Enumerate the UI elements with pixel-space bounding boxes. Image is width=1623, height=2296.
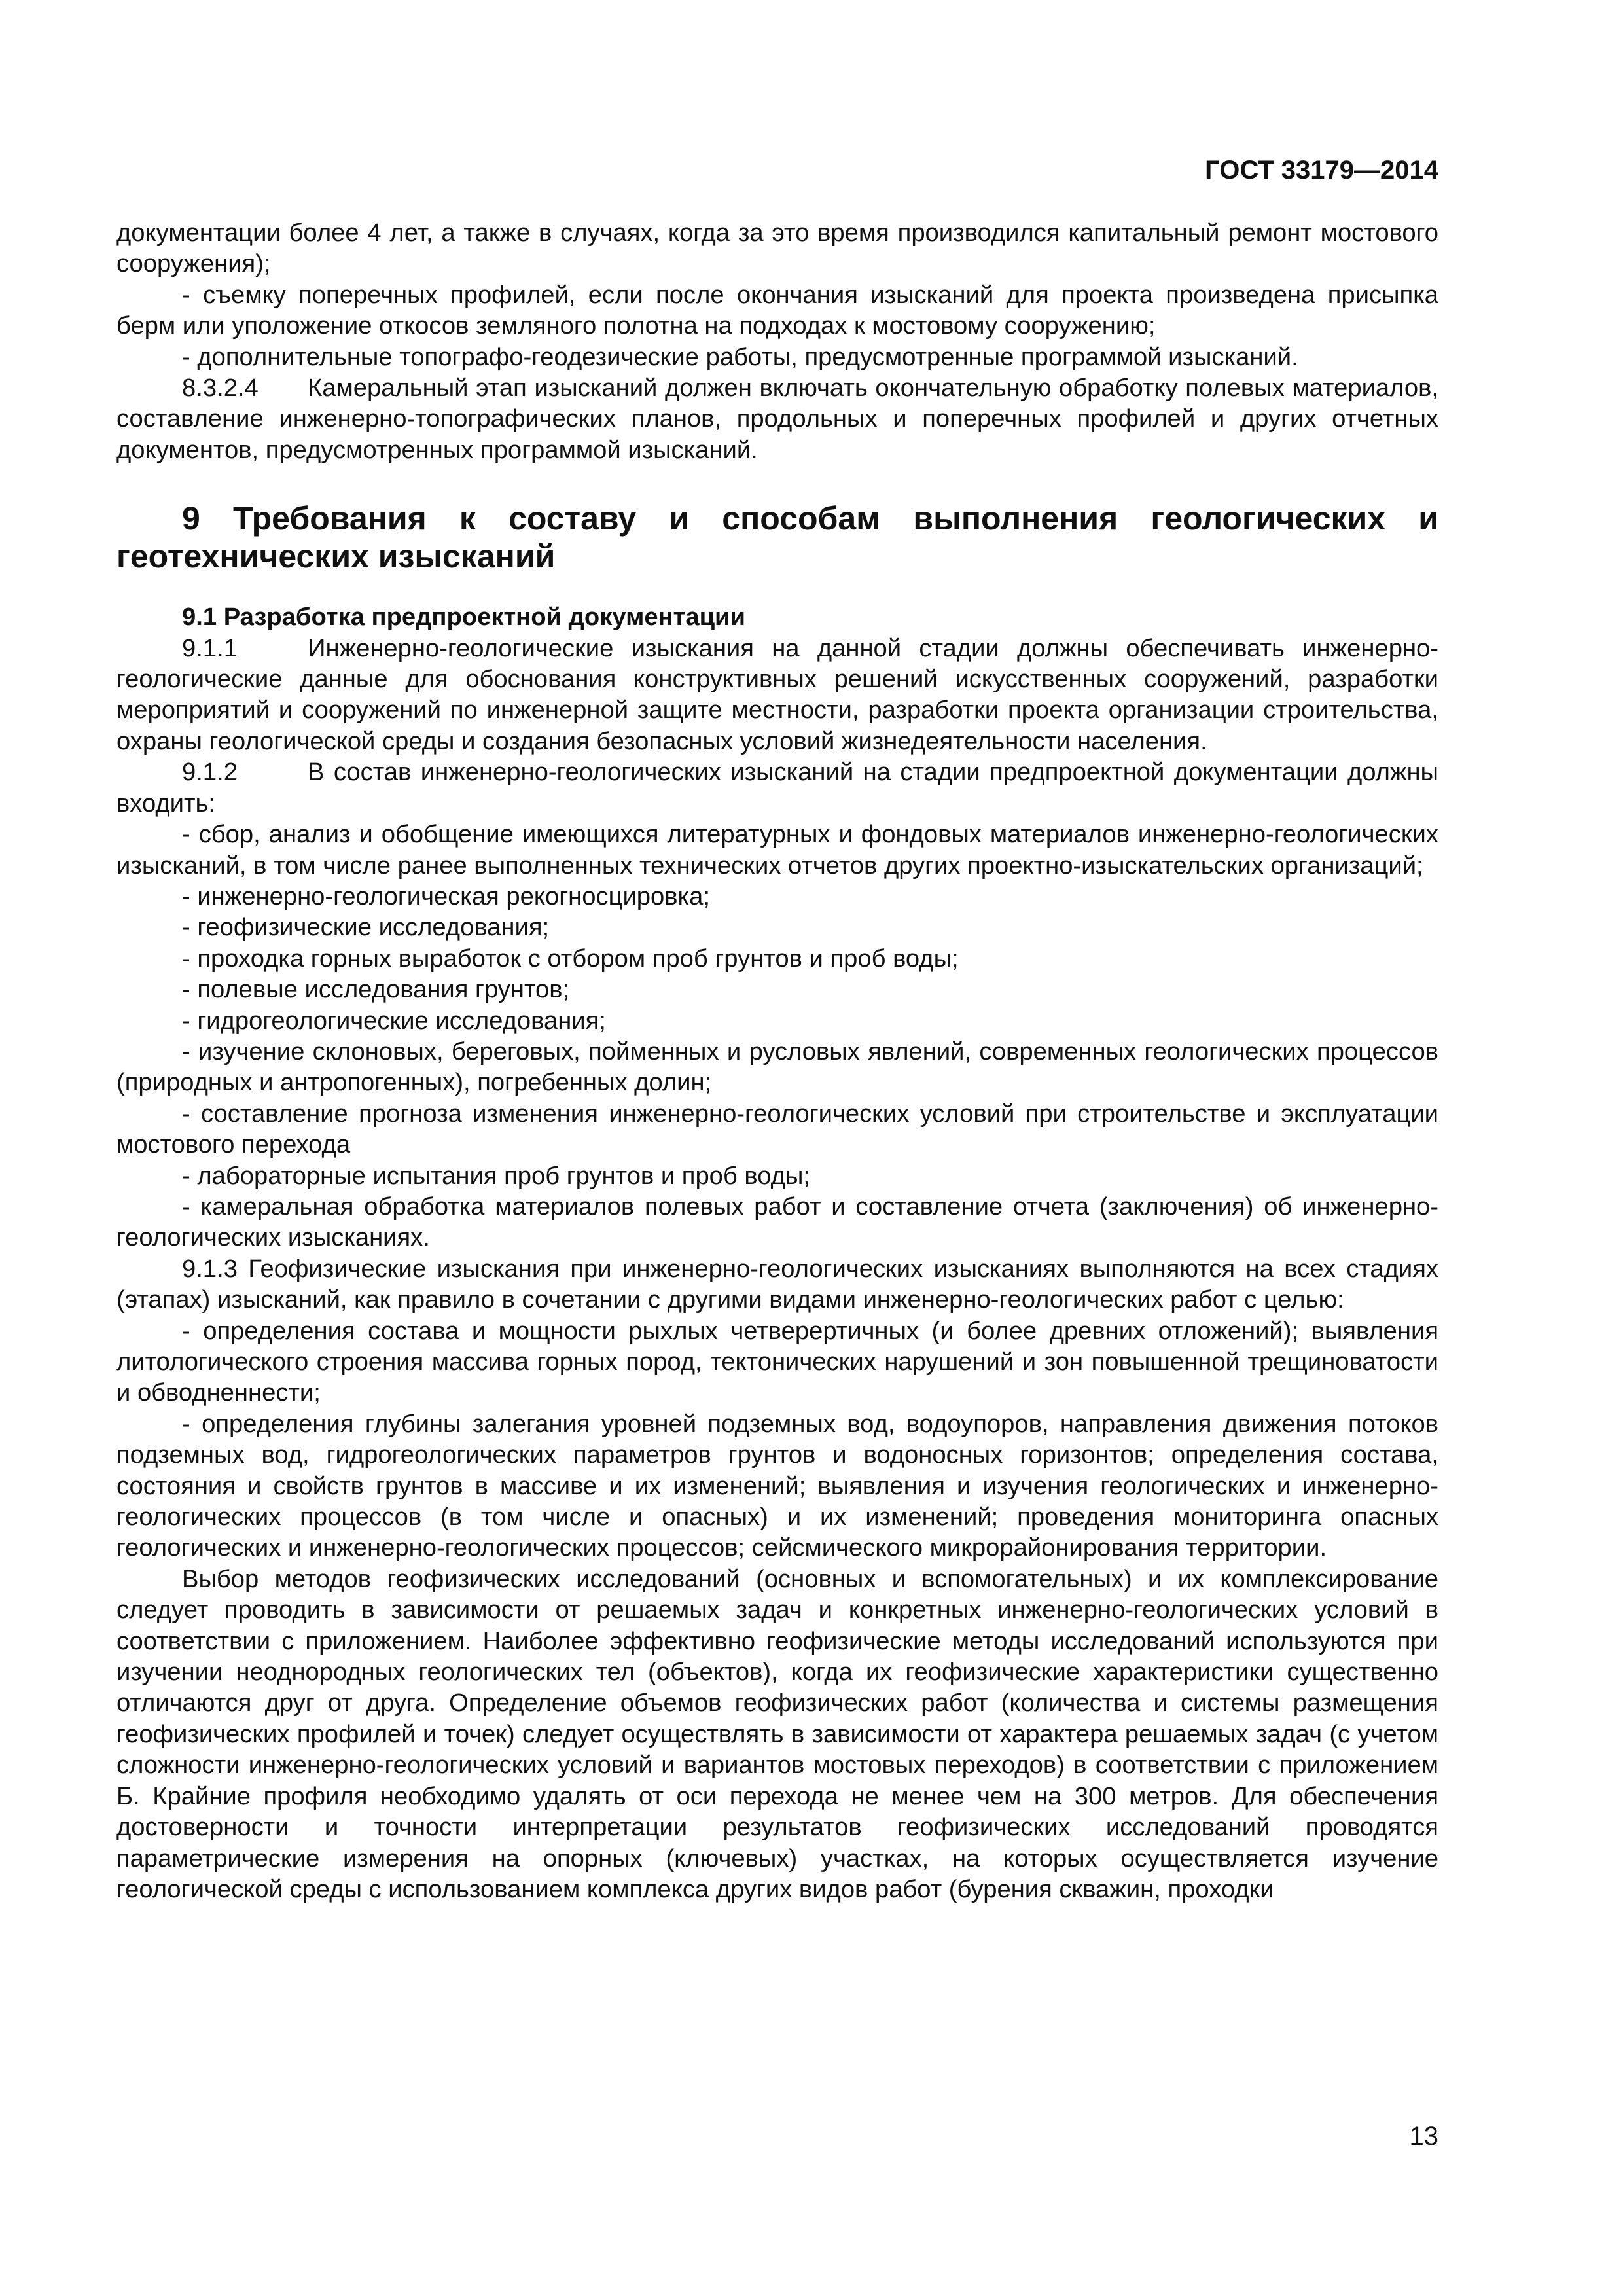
clause-9-1-1 bbox=[116, 633, 1438, 757]
list-item: - определения глубины залегания уровней подземных вод, водоупоров, направления движения потоков подземных вод, гидрогеологических параметров грунтов и водоносных горизонтов; определения состава, состояния и свойств грунтов в массиве и их изменений; выявления и изучения геологических и инженерно-геологических процессов (в том числе и опасных) и их изменений; проведения мониторинга опасных геологических и инженерно-геологических процессов; сейсмического микрорайонирования территории. bbox=[116, 1409, 1438, 1562]
list-item: - гидрогеологические исследования; bbox=[182, 1006, 606, 1035]
list-item: - дополнительные топографо-геодезические работы, предусмотренные программой изысканий. bbox=[182, 342, 1298, 371]
clause-9-1-2 bbox=[116, 757, 1438, 819]
clause-8-3-2-4 bbox=[116, 372, 1438, 465]
list-item: - инженерно-геологическая рекогносцировка; bbox=[182, 882, 710, 910]
list-item: - съемку поперечных профилей, если после окончания изысканий для проекта произведена присыпка берм или уположение откосов земляного полотна на подходах к мостовому сооружению; bbox=[116, 280, 1438, 340]
subsection-title: 9.1 Разработка предпроектной документации bbox=[182, 603, 745, 632]
page-number: 13 bbox=[1409, 2122, 1438, 2151]
continuation-paragraph: документации более 4 лет, а также в случаях, когда за это время производился капитальный ремонт мостового сооружения); bbox=[116, 219, 1438, 278]
standard-code-header: ГОСТ 33179—2014 bbox=[1205, 156, 1438, 185]
section-title: 9 Требования к составу и способам выполнения геологических и геотехнических изысканий bbox=[116, 500, 1438, 575]
clause-text: Инженерно-геологические изыскания на данной стадии должны обеспечивать инженерно-геологические данные для обоснования конструктивных решений искусственных сооружений, разработки мероприятий и сооружений по инженерной защите местности, разработки проекта организации строительства, охраны геологической среды и создания безопасных условий жизнедеятельности населения. bbox=[116, 634, 1438, 755]
clause-number: 9.1.1 bbox=[182, 634, 238, 662]
clause-text: Камеральный этап изысканий должен включать окончательную обработку полевых материалов, составление инженерно-топографических планов, продольных и поперечных профилей и других отчетных документов, предусмотренных программой изысканий. bbox=[116, 374, 1438, 464]
list-item: - камеральная обработка материалов полевых работ и составление отчета (заключения) об инженерно-геологических изысканиях. bbox=[116, 1192, 1438, 1252]
document-body bbox=[116, 217, 1438, 1905]
list-item: - проходка горных выработок с отбором проб грунтов и проб воды; bbox=[182, 944, 959, 973]
clause-number: 8.3.2.4 bbox=[182, 374, 259, 403]
list-item: - геофизические исследования; bbox=[182, 913, 550, 942]
list-item: - лабораторные испытания проб грунтов и проб воды; bbox=[182, 1161, 811, 1190]
clause-number: 9.1.2 bbox=[182, 758, 238, 787]
methods-paragraph: Выбор методов геофизических исследований (основных и вспомогательных) и их комплексирование следует проводить в зависимости от решаемых задач и конкретных инженерно-геологических условий в соответствии с приложением. Наиболее эффективно геофизические методы исследований используются при изучении неоднородных геологических тел (объектов), когда их геофизические характеристики существенно отличаются друг от друга. Определение объемов геофизических работ (количества и системы размещения геофизических профилей и точек) следует осуществлять в зависимости от характера решаемых задач (с учетом сложности инженерно-геологических условий и вариантов мостовых переходов) в соответствии с приложением Б. Крайние профиля необходимо удалять от оси перехода не менее чем на 300 метров. Для обеспечения достоверности и точности интерпретации результатов геофизических исследований проводятся параметрические измерения на опорных (ключевых) участках, на которых осуществляется изучение геологической среды с использованием комплекса других видов работ (бурения скважин, проходки bbox=[116, 1564, 1438, 1903]
list-item: - полевые исследования грунтов; bbox=[182, 975, 570, 1004]
clause-9-1-3: 9.1.3 Геофизические изыскания при инженерно-геологических изысканиях выполняются на всех стадиях (этапах) изысканий, как правило в сочетании с другими видами инженерно-геологических работ с целью: bbox=[116, 1254, 1438, 1314]
list-item: - составление прогноза изменения инженерно-геологических условий при строительстве и эксплуатации мостового перехода bbox=[116, 1099, 1438, 1159]
clause-text: В состав инженерно-геологических изысканий на стадии предпроектной документации должны входить: bbox=[116, 758, 1438, 817]
list-item: - сбор, анализ и обобщение имеющихся литературных и фондовых материалов инженерно-геологических изысканий, в том числе ранее выполненных технических отчетов других проектно-изыскательских организаций; bbox=[116, 820, 1438, 880]
list-item: - изучение склоновых, береговых, пойменных и русловых явлений, современных геологических процессов (природных и антропогенных), погребенных долин; bbox=[116, 1037, 1438, 1097]
list-item: - определения состава и мощности рыхлых четверертичных (и более древних отложений); выявления литологического строения массива горных пород, тектонических нарушений и зон повышенной трещиноватости и обводненнести; bbox=[116, 1316, 1438, 1407]
